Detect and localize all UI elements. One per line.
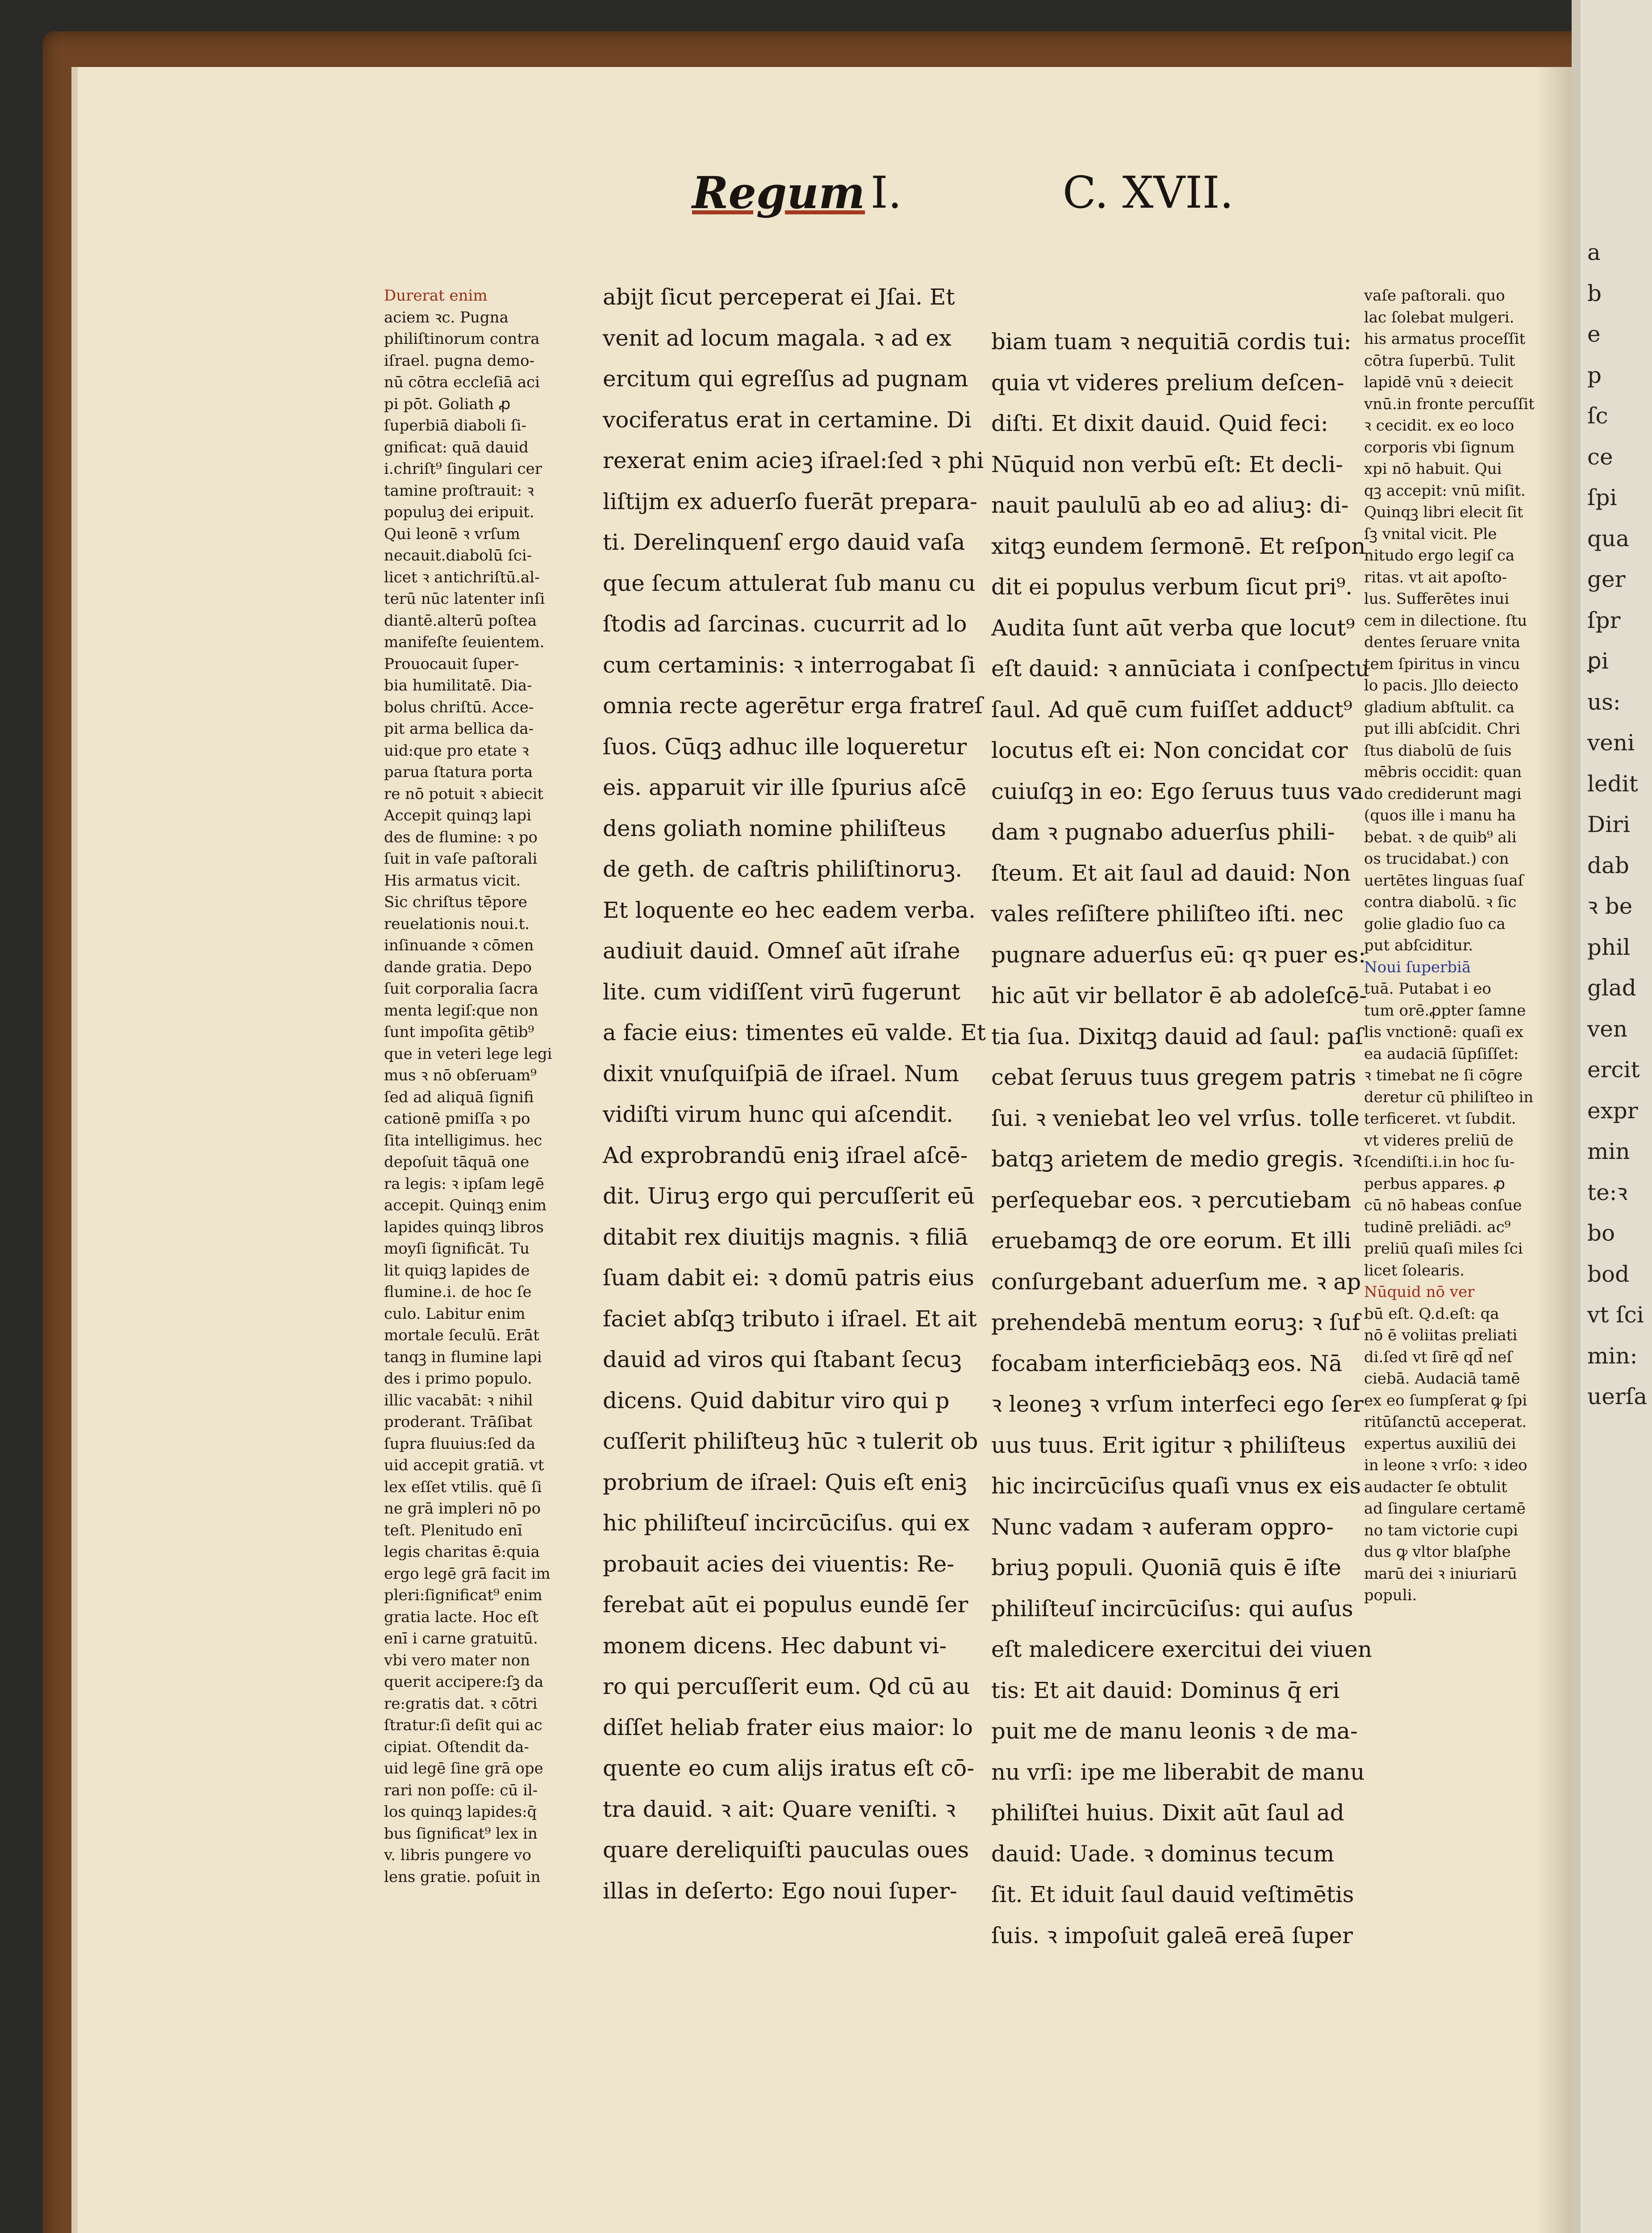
facing-page-line: te:ꝛ xyxy=(1587,1179,1628,1205)
text-line: dit ei populus verbum ſicut pri⁹. xyxy=(991,574,1353,600)
gloss-line: aciem ꝛc. Pugna xyxy=(384,308,509,326)
text-line: ſuis. ꝛ impoſuit galeā ereā ſuper xyxy=(991,1922,1353,1949)
gloss-line: re nō potuit ꝛ abiecit xyxy=(384,785,544,803)
running-header xyxy=(692,167,1317,221)
text-line: dam ꝛ pugnabo aduerſus phili- xyxy=(991,819,1335,845)
gloss-line: Accepit quinqꝫ lapi xyxy=(384,807,532,824)
gloss-line: populuꝫ dei eripuit. xyxy=(384,503,534,521)
gloss-line: lens gratie. poſuit in xyxy=(384,1868,541,1886)
gloss-line: in leone ꝛ vrſo: ꝛ ideo xyxy=(1364,1456,1527,1474)
gloss-line: xpi nō habuit. Qui xyxy=(1364,460,1502,478)
text-line: prehendebā mentum eoruꝫ: ꝛ ſuf xyxy=(991,1309,1360,1335)
text-line: ſteum. Et ait ſaul ad dauid: Non xyxy=(991,860,1351,886)
text-line: ſit. Et iduit ſaul dauid veſtimētis xyxy=(991,1882,1354,1907)
facing-page-line: veni xyxy=(1587,730,1635,756)
text-line: cum certaminis: ꝛ interrogabat ſi xyxy=(603,652,976,678)
gloss-column-left xyxy=(384,285,552,1888)
gloss-line: ſtratur:ſi deſit qui ac xyxy=(384,1716,542,1734)
gloss-line: Qui leonē ꝛ vrſum xyxy=(384,525,520,543)
gloss-line: corporis vbi ſignum xyxy=(1364,438,1515,456)
text-line: hic incircūciſus quaſi vnus ex eis xyxy=(991,1473,1361,1499)
gloss-line: Quinqꝫ libri elecit ſit xyxy=(1364,503,1523,521)
gloss-line: cōtra ſuperbū. Tulit xyxy=(1364,351,1515,370)
gloss-line: gnificat: quā dauid xyxy=(384,438,529,456)
text-line: Et loquente eo hec eadem verba. xyxy=(603,897,976,923)
text-line: ercitum qui egreſſus ad pugnam xyxy=(603,366,968,392)
gloss-line: ſupra fluuius:ſed da xyxy=(384,1434,536,1453)
gloss-line: los quinqꝫ lapides:q̄ xyxy=(384,1803,537,1821)
gloss-line: lus. Sufferētes inui xyxy=(1364,590,1510,608)
facing-page-line: ger xyxy=(1587,566,1626,592)
gloss-line: pit arma bellica da- xyxy=(384,720,534,738)
text-line: hic philiſteuſ incircūciſus. qui ex xyxy=(603,1510,970,1536)
text-line: pugnare aduerſus eū: qꝛ puer es: xyxy=(991,941,1366,968)
gloss-line: di.ſed vt ſirē qd̄ neſ xyxy=(1364,1348,1512,1366)
text-line: diſſet heliab frater eius maior: lo xyxy=(603,1714,973,1740)
gloss-line: manifeſte ſeuientem. xyxy=(384,633,545,651)
text-line: biam tuam ꝛ nequitiā cordis tui: xyxy=(991,329,1352,355)
text-line: vales reſiſtere philiſteo iſti. nec xyxy=(991,901,1344,927)
gloss-line: uid accepit gratiā. vt xyxy=(384,1456,544,1474)
facing-page-line: ſpi xyxy=(1587,485,1617,510)
facing-page-line: vt ſci xyxy=(1587,1302,1644,1328)
text-line: cuiuſqꝫ in eo: Ego ſeruus tuus va xyxy=(991,778,1364,804)
gloss-line: depoſuit tāquā one xyxy=(384,1153,530,1171)
gloss-line: des de flumine: ꝛ po xyxy=(384,828,538,846)
gloss-line: que in veteri lege legi xyxy=(384,1045,552,1063)
gloss-line: menta legiſ:que non xyxy=(384,1001,538,1020)
gloss-line: re:gratis dat. ꝛ cōtri xyxy=(384,1694,538,1713)
gloss-line: cem in dilectione. ſtu xyxy=(1364,611,1527,630)
gloss-line: des i primo populo. xyxy=(384,1370,532,1388)
gloss-line: parua ſtatura porta xyxy=(384,763,533,781)
gloss-line: moyſi ſignificāt. Tu xyxy=(384,1240,530,1258)
gloss-line: mus ꝛ nō obſeruam⁹ xyxy=(384,1066,537,1084)
text-line: focabam interficiebāqꝫ eos. Nā xyxy=(991,1350,1343,1376)
gloss-line: Durerat enim xyxy=(384,287,488,305)
gloss-line: vnū.in fronte percuſſit xyxy=(1364,395,1535,413)
header-book-number: I. xyxy=(871,167,902,218)
text-line: diſti. Et dixit dauid. Quid feci: xyxy=(991,410,1328,436)
gloss-line: ne grā impleri nō po xyxy=(384,1500,541,1518)
facing-page-line: bo xyxy=(1587,1220,1615,1246)
text-line: uus tuus. Erit igitur ꝛ philiſteus xyxy=(991,1432,1346,1458)
text-line: quare dereliquiſti pauculas oues xyxy=(603,1837,969,1863)
facing-page-line: min: xyxy=(1587,1342,1638,1369)
gloss-line: proderant. Trāſibat xyxy=(384,1413,533,1431)
gloss-line: iſrael. pugna demo- xyxy=(384,351,535,370)
gloss-line: mēbris occidit: quan xyxy=(1364,763,1522,781)
text-line: ti. Derelinquenſ ergo dauid vaſa xyxy=(603,529,965,555)
facing-page-line: ꝑi xyxy=(1587,648,1609,674)
gloss-line: querit accipere:ſꝫ da xyxy=(384,1673,544,1691)
gloss-line: ſꝫ vnital vicit. Ple xyxy=(1364,525,1497,543)
gloss-line: lex eſſet vtilis. quē ſi xyxy=(384,1478,542,1496)
gloss-line: ritūſanctū acceperat. xyxy=(1364,1413,1527,1431)
gloss-line: put illi abſcidit. Chri xyxy=(1364,720,1520,738)
text-line: philiſteuſ incircūciſus: qui auſus xyxy=(991,1595,1353,1622)
text-line: dens goliath nomine philiſteus xyxy=(603,815,947,841)
text-line: dauid: Uade. ꝛ dominus tecum xyxy=(991,1840,1335,1867)
facing-page-line: p xyxy=(1587,362,1602,388)
gloss-line: ſuit corporalia ſacra xyxy=(384,980,538,998)
text-line: ſui. ꝛ veniebat leo vel vrſus. tolle xyxy=(991,1105,1360,1131)
facing-page-line: ledit xyxy=(1587,770,1638,797)
gloss-line: put abſciditur. xyxy=(1364,937,1473,954)
facing-page-line: b xyxy=(1587,280,1602,306)
gloss-line: bolus chriſtū. Acce- xyxy=(384,698,534,716)
gloss-line: ſcendiſti.i.in hoc ſu- xyxy=(1364,1153,1515,1171)
gloss-line: golie gladio ſuo ca xyxy=(1364,915,1506,933)
text-line: ſtodis ad ſarcinas. cucurrit ad lo xyxy=(603,611,967,637)
gloss-line: v. libris pungere vo xyxy=(384,1846,531,1864)
facing-page-line: glad xyxy=(1587,975,1636,1001)
text-line: que ſecum attulerat ſub manu cu xyxy=(603,570,976,596)
facing-page-line: phil xyxy=(1587,934,1631,960)
facing-page-line: qua xyxy=(1587,525,1630,552)
gloss-line: ea audaciā ſūpſiſſet: xyxy=(1364,1045,1519,1063)
facing-page-text-fragments xyxy=(1587,232,1650,1418)
text-line: Nūquid non verbū eſt: Et decli- xyxy=(991,451,1343,477)
gloss-line: preliū quaſi miles ſci xyxy=(1364,1240,1523,1258)
text-line: ditabit rex diuitijs magnis. ꝛ filiā xyxy=(603,1224,968,1250)
gloss-line: vaſe paſtorali. quo xyxy=(1364,287,1505,305)
text-line: ꝛ leoneꝫ ꝛ vrſum interfeci ego ſer xyxy=(991,1391,1364,1417)
gloss-line: ra legis: ꝛ ipſam legē xyxy=(384,1175,545,1193)
text-line: lite. cum vidiſſent virū fugerunt xyxy=(603,979,960,1005)
text-column-1 xyxy=(603,277,986,1911)
gloss-line: His armatus vicit. xyxy=(384,871,521,890)
facing-page-line: e xyxy=(1587,321,1601,347)
gloss-line: uid:que pro etate ꝛ xyxy=(384,741,529,760)
gloss-line: expertus auxiliū dei xyxy=(1364,1434,1516,1453)
gloss-line: illic vacabāt: ꝛ nihil xyxy=(384,1391,533,1409)
text-line: abijt ſicut perceperat ei Jſai. Et xyxy=(603,284,955,310)
gloss-line: bia humilitatē. Dia- xyxy=(384,677,532,694)
facing-page-line: uerſa xyxy=(1587,1384,1648,1409)
text-line: dauid ad viros qui ſtabant ſecuꝫ xyxy=(603,1346,962,1372)
gloss-line: ſita intelligimus. hec xyxy=(384,1131,542,1150)
gloss-line: accepit. Quinqꝫ enim xyxy=(384,1196,547,1214)
text-line: locutus eſt ei: Non concidat cor xyxy=(991,737,1348,763)
gloss-line: tem ſpiritus in vincu xyxy=(1364,655,1520,673)
facing-page-line: ven xyxy=(1587,1016,1628,1042)
gloss-line: flumine.i. de hoc ſe xyxy=(384,1283,532,1301)
gloss-line: uertētes linguas ſuaſ xyxy=(1364,871,1524,890)
gloss-line: necauit.diabolū ſci- xyxy=(384,547,532,565)
gloss-line: licet ꝛ antichriſtū.al- xyxy=(384,568,540,586)
gloss-line: marū dei ꝛ iniuriarū xyxy=(1364,1564,1518,1583)
gloss-line: vt videres preliū de xyxy=(1364,1131,1514,1150)
gloss-line: ritas. vt ait apoſto- xyxy=(1364,568,1507,586)
text-line: puit me de manu leonis ꝛ de ma- xyxy=(991,1718,1358,1744)
text-line: audiuit dauid. Omneſ aūt iſrahe xyxy=(603,938,960,964)
text-line: Ad exprobrandū eniꝫ iſrael aſcē- xyxy=(603,1142,968,1168)
text-line: philiſtei huius. Dixit aūt ſaul ad xyxy=(991,1800,1344,1826)
gloss-line: os trucidabat.) con xyxy=(1364,850,1509,868)
facing-page-line: ꝛ be xyxy=(1587,893,1633,919)
gloss-line: no tam victorie cupi xyxy=(1364,1521,1519,1539)
gloss-line: ſed ad aliquā ſignifi xyxy=(384,1088,534,1106)
text-line: dicens. Quid dabitur viro qui p xyxy=(603,1387,950,1413)
text-line: eſt maledicere exercitui dei viuen xyxy=(991,1636,1372,1662)
text-line: tis: Et ait dauid: Dominus q̄ eri xyxy=(991,1677,1340,1703)
text-line: dit. Uiruꝫ ergo qui percuſſerit eū xyxy=(603,1183,975,1209)
text-line: tra dauid. ꝛ ait: Quare veniſti. ꝛ xyxy=(603,1796,956,1822)
gloss-line: pi pōt. Goliath ꝓ xyxy=(384,395,511,413)
gloss-line: dus ꝙ vltor blaſphe xyxy=(1364,1543,1511,1561)
gloss-line: nitudo ergo legiſ ca xyxy=(1364,547,1515,565)
text-line: tia ſua. Dixitqꝫ dauid ad ſaul: paſ xyxy=(991,1023,1364,1050)
text-line: faciet abſqꝫ tributo i iſrael. Et ait xyxy=(603,1305,977,1332)
text-line: hic aūt vir bellator ē ab adoleſcē- xyxy=(991,983,1367,1008)
text-line: omnia recte agerētur erga fratreſ xyxy=(603,693,983,719)
gloss-line: lis vnctionē: quaſi ex xyxy=(1364,1023,1523,1041)
gloss-line: tanqꝫ in flumine lapi xyxy=(384,1348,542,1366)
text-line: dixit vnuſquiſpiā de iſrael. Num xyxy=(603,1060,959,1087)
gloss-column-right xyxy=(1364,285,1535,1606)
gloss-line: lapidē vnū ꝛ deiecit xyxy=(1364,373,1513,391)
gloss-line: diantē.alterū poſtea xyxy=(384,611,537,630)
gloss-line: gladium abſtulit. ca xyxy=(1364,698,1515,716)
text-line: ro qui percuſſerit eum. Qd cū au xyxy=(603,1673,970,1699)
gloss-line: audacter ſe obtulit xyxy=(1364,1478,1507,1496)
text-line: ferebat aūt ei populus eundē ſer xyxy=(603,1592,968,1618)
gloss-line: ꝛ timebat ne ſi cōgre xyxy=(1364,1066,1523,1084)
gloss-line: perbus appares. ꝓ xyxy=(1364,1175,1505,1193)
gloss-line: terū nūc latenter inſi xyxy=(384,590,545,608)
gloss-line: pleri:ſignificat⁹ enim xyxy=(384,1586,542,1604)
text-line: conſurgebant aduerſum me. ꝛ ap xyxy=(991,1268,1361,1295)
gloss-line: dande gratia. Depo xyxy=(384,958,532,976)
gloss-line: cationē pmiſſa ꝛ po xyxy=(384,1110,530,1128)
gloss-line: terficeret. vt ſubdit. xyxy=(1364,1110,1516,1128)
gloss-line: deretur cū philiſteo in xyxy=(1364,1088,1534,1106)
gloss-line: nō ē voliitas preliati xyxy=(1364,1326,1518,1344)
facing-page-line: ſc xyxy=(1587,403,1608,429)
facing-page-line: a xyxy=(1587,239,1601,265)
gloss-line: licet ſolearis. xyxy=(1364,1261,1465,1280)
facing-page-line: ſpr xyxy=(1587,607,1621,633)
gloss-line: Prouocauit ſuper- xyxy=(384,655,519,673)
gloss-line: Nūquid nō ver xyxy=(1364,1283,1475,1301)
gloss-line: Noui ſuperbiā xyxy=(1364,958,1471,976)
text-line: ſuam dabit ei: ꝛ domū patris eius xyxy=(603,1265,974,1291)
gloss-line: ſuit in vaſe paſtorali xyxy=(384,850,538,868)
facing-page-line: min xyxy=(1587,1138,1630,1164)
text-line: illas in deſerto: Ego noui ſuper- xyxy=(603,1878,957,1904)
text-column-2 xyxy=(991,322,1372,1956)
gloss-line: uid legē ſine grā ope xyxy=(384,1760,543,1777)
gloss-line: do crediderunt magi xyxy=(1364,785,1522,803)
text-line: venit ad locum magala. ꝛ ad ex xyxy=(603,325,952,351)
gloss-line: cū nō habeas conſue xyxy=(1364,1196,1522,1214)
gloss-line: tamine proſtrauit: ꝛ xyxy=(384,481,534,500)
text-line: Nunc vadam ꝛ auferam oppro- xyxy=(991,1514,1334,1540)
gloss-line: bebat. ꝛ de quib⁹ ali xyxy=(1364,828,1517,846)
gloss-line: ad ſingulare certamē xyxy=(1364,1500,1526,1518)
gloss-line: rari non poſſe: cū il- xyxy=(384,1781,538,1799)
facing-page-line: us: xyxy=(1587,689,1621,715)
gloss-line: nū cōtra eccleſiā aci xyxy=(384,373,540,391)
gloss-line: ſunt impoſita gētib⁹ xyxy=(384,1023,534,1041)
text-line: probrium de iſrael: Quis eſt eniꝫ xyxy=(603,1469,967,1495)
text-line: briuꝫ populi. Quoniā quis ē iſte xyxy=(991,1555,1342,1581)
text-line: quia vt videres prelium deſcen- xyxy=(991,369,1344,396)
gloss-line: tuā. Putabat i eo xyxy=(1364,980,1491,998)
text-line: perſequebar eos. ꝛ percutiebam xyxy=(991,1187,1352,1213)
text-line: de geth. de caſtris philiſtinoruꝫ. xyxy=(603,856,963,882)
gloss-line: (quos ille i manu ha xyxy=(1364,807,1516,824)
facing-page-line: ercit xyxy=(1587,1057,1640,1083)
gloss-line: Sic chriſtus tēpore xyxy=(384,893,527,911)
gloss-line: gratia lacte. Hoc eſt xyxy=(384,1608,538,1626)
gloss-line: ſtus diabolū de ſuis xyxy=(1364,741,1512,760)
gloss-line: cipiat. Oſtendit da- xyxy=(384,1738,529,1756)
gloss-line: qꝫ accepit: vnū miſit. xyxy=(1364,481,1526,500)
gloss-line: ex eo ſumpſerat ꝙ ſpi xyxy=(1364,1391,1527,1409)
gloss-line: contra diabolū. ꝛ ſic xyxy=(1364,893,1517,911)
gloss-line: teſt. Plenitudo enī xyxy=(384,1521,522,1539)
facing-page-line: dab xyxy=(1587,852,1629,878)
gloss-line: dentes ſeruare vnita xyxy=(1364,633,1521,651)
text-line: eſt dauid: ꝛ annūciata i conſpectu xyxy=(991,656,1370,682)
text-line: a facie eius: timentes eū valde. Et xyxy=(603,1020,986,1045)
gloss-line: tudinē preliādi. ac⁹ xyxy=(1364,1218,1511,1236)
gloss-line: reuelationis noui.t. xyxy=(384,915,530,933)
gutter-shadow xyxy=(1536,67,1572,2233)
text-line: cuſſerit philiſteuꝫ hūc ꝛ tulerit ob xyxy=(603,1428,978,1454)
header-book-title: Regum xyxy=(692,167,865,219)
text-line: vidiſti virum hunc qui aſcendit. xyxy=(603,1101,954,1127)
gloss-line: ergo legē grā facit im xyxy=(384,1564,551,1583)
facing-page-line: ce xyxy=(1587,443,1613,470)
gloss-line: ſuperbiā diaboli ſi- xyxy=(384,417,526,435)
gloss-line: inſinuande ꝛ cōmen xyxy=(384,937,534,954)
gloss-line: bū eſt. Q.d.eſt: qa xyxy=(1364,1305,1499,1323)
gloss-line: legis charitas ē:quia xyxy=(384,1543,540,1561)
text-line: eruebamqꝫ de ore eorum. Et illi xyxy=(991,1228,1352,1254)
text-line: probauit acies dei viuentis: Re- xyxy=(603,1551,955,1577)
text-line: nu vrſi: ipe me liberabit de manu xyxy=(991,1759,1365,1785)
text-line: cebat ſeruus tuus gregem patris xyxy=(991,1064,1356,1090)
gloss-line: philiſtinorum contra xyxy=(384,330,540,348)
gloss-line: i.chriſt⁹ ſingulari cer xyxy=(384,460,542,478)
gloss-line: enī i carne gratuitū. xyxy=(384,1630,538,1648)
gloss-line: his armatus proceſſit xyxy=(1364,330,1526,348)
gloss-line: populi. xyxy=(1364,1586,1417,1604)
text-line: vociferatus erat in certamine. Di xyxy=(603,406,972,433)
gloss-line: tum orē.ꝓpter ſamne xyxy=(1364,1001,1526,1020)
gloss-line: ꝛ cecidit. ex eo loco xyxy=(1364,417,1514,435)
gloss-line: culo. Labitur enim xyxy=(384,1305,526,1323)
text-line: batqꝫ arietem de medio gregis. ꝛ xyxy=(991,1146,1362,1172)
text-line: liſtijm ex aduerſo fuerāt prepara- xyxy=(603,488,977,514)
text-line: rexerat enim acieꝫ iſrael:ſed ꝛ phi xyxy=(603,447,984,473)
gloss-line: lapides quinqꝫ libros xyxy=(384,1218,544,1236)
gloss-line: bus ſignificat⁹ lex in xyxy=(384,1824,538,1843)
gloss-line: lo pacis. Jllo deiecto xyxy=(1364,677,1519,694)
header-chapter: C. XVII. xyxy=(1063,167,1234,218)
text-line: ſaul. Ad quē cum fuiſſet adduct⁹ xyxy=(991,696,1352,723)
facing-page-line: expr xyxy=(1587,1097,1638,1124)
text-line: quente eo cum alijs iratus eſt cō- xyxy=(603,1755,975,1781)
gloss-line: lit quiqꝫ lapides de xyxy=(384,1261,530,1280)
facing-page-line: Diri xyxy=(1587,811,1630,837)
gloss-line: ciebā. Audaciā tamē xyxy=(1364,1370,1520,1388)
text-line: Audita ſunt aūt verba que locut⁹ xyxy=(991,615,1355,641)
text-line: monem dicens. Hec dabunt vi- xyxy=(603,1632,947,1659)
text-line: ſuos. Cūqꝫ adhuc ille loqueretur xyxy=(603,733,967,760)
gloss-line: vbi vero mater non xyxy=(384,1651,530,1669)
text-line: nauit paululū ab eo ad aliuꝫ: di- xyxy=(991,492,1349,518)
gloss-line: mortale ſeculū. Erāt xyxy=(384,1326,539,1344)
gloss-line: lac ſolebat mulgeri. xyxy=(1364,308,1514,326)
text-line: xitqꝫ eundem ſermonē. Et reſpon xyxy=(991,533,1366,559)
facing-page-line: bod xyxy=(1587,1261,1630,1287)
text-line: eis. apparuit vir ille ſpurius aſcē xyxy=(603,774,967,800)
